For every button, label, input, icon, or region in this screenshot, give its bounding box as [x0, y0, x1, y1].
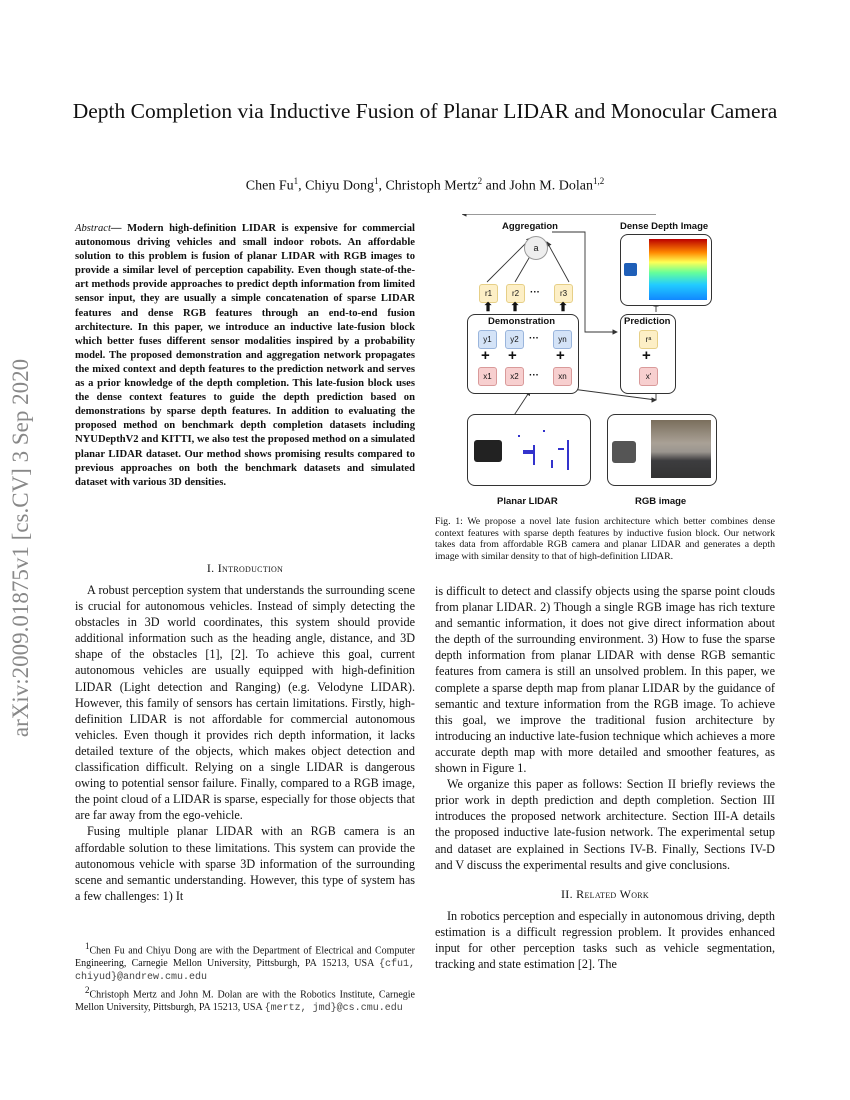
author-affiliation: 2 — [477, 176, 483, 186]
arxiv-side-label: arXiv:2009.01875v1 [cs.CV] 3 Sep 2020 — [8, 358, 33, 738]
r-node: r1 — [479, 284, 498, 303]
demonstration-label: Demonstration — [488, 316, 556, 327]
demonstration-box — [467, 314, 579, 394]
author: Chiyu Dong — [305, 178, 374, 194]
footnote-email: {mertz, jmd}@cs.cmu.edu — [264, 1002, 403, 1014]
x-node: xn — [553, 367, 572, 386]
prediction-box — [620, 314, 676, 394]
ellipsis: ··· — [529, 333, 539, 344]
footnote — [75, 940, 415, 984]
up-arrow-icon: ⬆ — [483, 300, 494, 314]
rgb-image-box — [607, 414, 717, 486]
aggregation-label: Aggregation — [502, 221, 558, 232]
section-heading: I. Introduction — [206, 561, 284, 575]
planar-lidar-box — [467, 414, 591, 486]
paper-title: Depth Completion via Inductive Fusion of Planar LIDAR and Monocular Camera — [72, 99, 778, 123]
footnote-mark: 2 — [85, 985, 90, 996]
introduction-section — [75, 561, 415, 904]
up-arrow-icon: ⬆ — [510, 300, 521, 314]
author-affiliation: 1 — [293, 176, 299, 186]
plus-icon: + — [556, 347, 565, 364]
footnote-text: Chen Fu and Chiyu Dong are with the Department of Electrical and Computer Engineering, Carnegie Mellon University, Pittsburgh, PA 15213, USA — [75, 945, 415, 969]
paragraph: Fusing multiple planar LIDAR with an RGB camera is an affordable solution to these limitations. This system can provide the autonomous vehicle with sparse 3D information of the surrounding scene and semantic understanding. However, this type of system has a few challenges: 1) It — [75, 824, 415, 903]
r-node: r2 — [506, 284, 525, 303]
footnote — [75, 984, 415, 1015]
section-heading: II. Related Work — [560, 886, 649, 901]
depth-map-image — [649, 239, 707, 300]
footnote-email: {cfu1, chiyud}@andrew.cmu.edu — [75, 958, 415, 983]
paragraph: is difficult to detect and classify objects using the sparse point clouds from planar LIDAR. 2) Though a single RGB image has rich texture and semantic information, it does not give direct information about the depth of the surrounding environment. 3) How to fuse the sparse depth information from planar LIDAR with dense RGB semantic features from camera is still an unsolved problem. In this paper, we complete a sparse depth map from planar LIDAR by the guidance of semantic and texture information from the RGB image. To achieve this goal, we improve the traditional fusion architecture by introducing an inductive late-fusion technique which achieves a more accurate depth map with more detailed and smoother features, as shown in Figure 1. — [435, 584, 775, 776]
author-affiliation: 1 — [373, 176, 379, 186]
r-node: r3 — [554, 284, 573, 303]
author: John M. Dolan — [509, 178, 593, 194]
plus-icon: + — [481, 347, 490, 364]
plus-icon: + — [508, 347, 517, 364]
camera-device-image — [612, 441, 636, 463]
right-column-text — [435, 583, 775, 972]
ellipsis: ··· — [530, 287, 540, 298]
rgb-image-label: RGB image — [635, 496, 687, 507]
lidar-point-cloud — [513, 420, 585, 480]
x-prime-node: x' — [639, 367, 658, 386]
figure-1 — [462, 214, 752, 514]
author-list: Chen Fu$^1$, Chiyu Dong$^1$, Christoph Mertz$^2$ and John M. Dolan$^{1,2}$ — [245, 176, 605, 194]
dense-depth-box — [620, 234, 712, 306]
figure-caption: Fig. 1: We propose a novel late fusion architecture which better combines dense context features with sparse depth features by inductive fusion block. Our network takes data from affordable RGB camera and planar LIDAR and generates a depth image with similar density to that of high-definition LIDAR. — [435, 516, 775, 562]
lidar-sensor-icon — [624, 263, 637, 276]
abstract-text: — Modern high-definition LIDAR is expensive for commercial autonomous driving vehicles and small indoor robots. An affordable solution to this problem is fusion of planar LIDAR with RGB images to provide a similar level of perception capability. Even though state-of-the-art methods provide approaches to predict depth information from limited sensor input, they are usually a simple concatenation of sparse LIDAR features and dense RGB features through an end-to-end fusion architecture. In this paper, we introduce an inductive late-fusion block which better fuses different sensor modalities inspired by a probability model. The proposed demonstration and aggregation network propagates the mixed context and depth features to the prediction network and serves as a prior knowledge of the depth completion. This late-fusion block uses the dense context features to guide the depth prediction based on demonstrations by sparse depth features. In addition to evaluating the proposed method on benchmark depth completion datasets including NYUDepthV2 and KITTI, we also test the proposed method on a simulated planar LIDAR dataset. Our method shows promising results compared to previous approaches on both the benchmark datasets and simulated dataset with various 3D densities. — [75, 223, 415, 488]
y-node: y2 — [505, 330, 524, 349]
up-arrow-icon: ⬆ — [558, 300, 569, 314]
y-node: yn — [553, 330, 572, 349]
paragraph: We organize this paper as follows: Section II briefly reviews the prior work in depth prediction and depth completion. Section III introduces the proposed network architecture. Section III-A details the proposed inductive late-fusion network. The experimental setup and dataset are explained in Sections IV-B. Finally, Sections IV-D and V discuss the experimental results and give conclusions. — [435, 777, 775, 872]
dense-depth-label: Dense Depth Image — [620, 221, 709, 232]
ellipsis: ··· — [529, 370, 539, 381]
plus-icon: + — [642, 347, 651, 364]
footnote-mark: 1 — [85, 941, 90, 951]
abstract-label: Abstract — [75, 223, 111, 234]
paragraph: A robust perception system that understands the surrounding scene is crucial for autonomous vehicles. Instead of simply detecting the obstacles in 3D world coordinates, this system should provide additional information such as the heading angle, distance, and 3D shape of the obstacles [1], [2]. To achieve this goal, current autonomous vehicles are usually equipped with high-definition LIDAR (Light detection and Ranging) (e.g. Velodyne LIDAR). However, this family of sensors has certain limitations. Firstly, high-definition LIDAR is not affordable for commercial autonomous vehicles. Even though it provides rich depth information, it lacks detailed texture of the objects, which makes object detection and classification difficult. Relying on a single LIDAR is dangerous owing to potential sensor failure. Finally, compared to a RGB image, the point cloud of a LIDAR is sparse, especially for those objects that are far away from the ego-vehicle. — [75, 583, 415, 823]
ra-node: rᵃ — [639, 330, 658, 349]
author: Chen Fu — [245, 178, 294, 194]
paragraph: In robotics perception and especially in autonomous driving, depth estimation is a difficult regression problem. It provides enhanced input for other perception tasks such as vehicle segmentation, tracking and state estimation [2]. The — [435, 908, 775, 971]
author-affiliation: 1,2 — [592, 176, 605, 186]
street-photo — [651, 420, 711, 478]
aggregation-node: a — [524, 236, 548, 260]
footnotes — [75, 940, 415, 1015]
x-node: x2 — [505, 367, 524, 386]
author: Christoph Mertz — [385, 178, 478, 194]
prediction-label: Prediction — [624, 316, 671, 327]
y-node: y1 — [478, 330, 497, 349]
footnote-text: Christoph Mertz and John M. Dolan are with the Robotics Institute, Carnegie Mellon University, Pittsburgh, PA 15213, USA — [75, 989, 415, 1013]
lidar-device-image — [474, 440, 502, 462]
planar-lidar-label: Planar LIDAR — [497, 496, 558, 507]
abstract — [75, 222, 415, 490]
x-node: x1 — [478, 367, 497, 386]
